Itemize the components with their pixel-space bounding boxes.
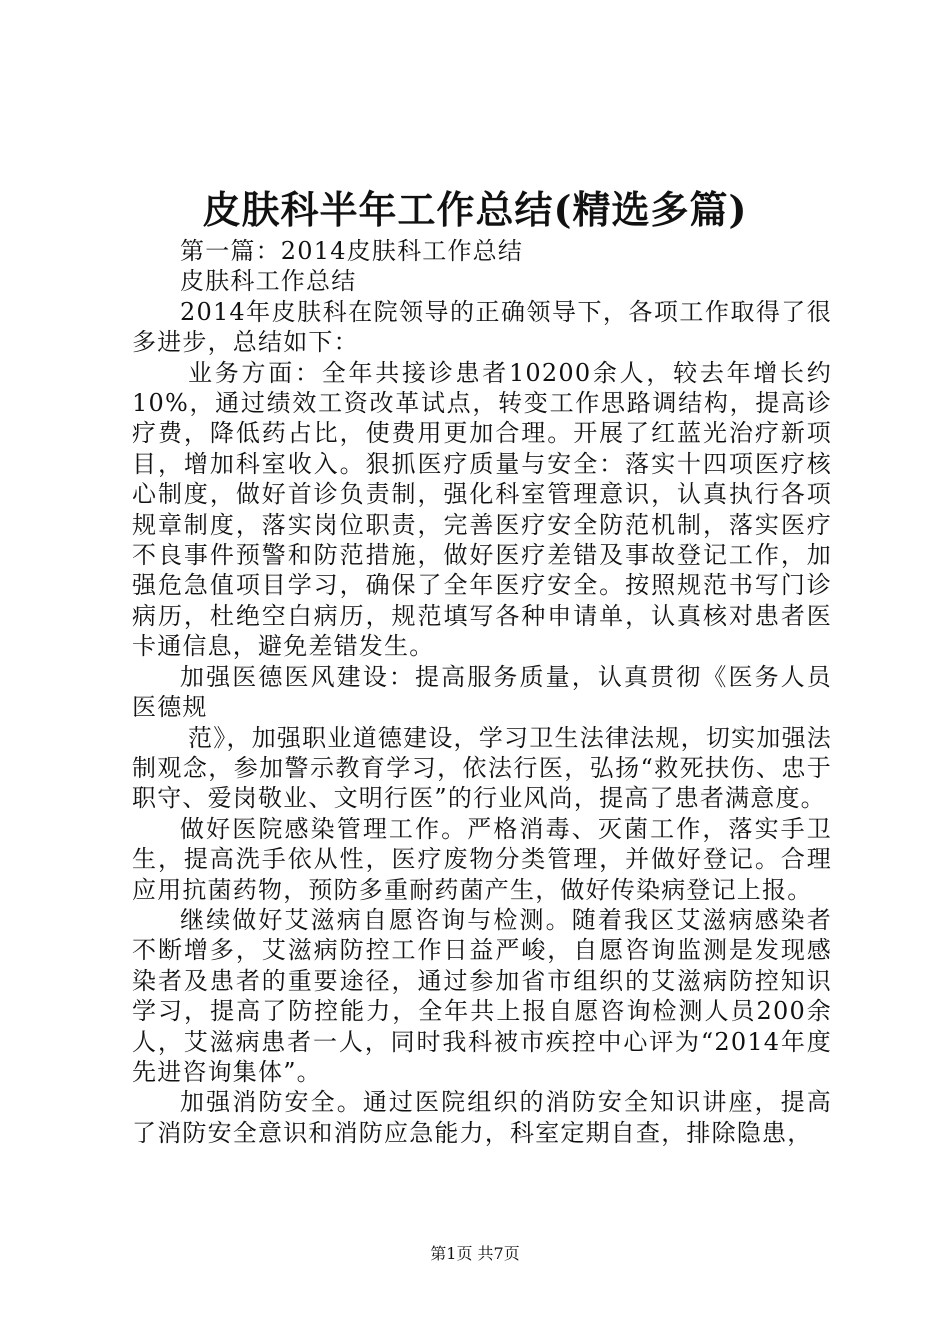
paragraph-infection-control: 做好医院感染管理工作。严格消毒、灭菌工作，落实手卫生，提高洗手依从性，医疗废物分类管理，并做好登记。合理应用抗菌药物，预防多重耐药菌产生，做好传染病登记上报。 bbox=[132, 814, 832, 904]
paragraph-aids-testing: 继续做好艾滋病自愿咨询与检测。随着我区艾滋病感染者不断增多，艾滋病防控工作日益严峻，自愿咨询监测是发现感染者及患者的重要途径，通过参加省市组织的艾滋病防控知识学习，提高了防控能力，全年共上报自愿咨询检测人员200余人，艾滋病患者一人，同时我科被市疾控中心评为“2014年度先进咨询集体”。 bbox=[132, 905, 832, 1086]
document-body bbox=[132, 236, 832, 1148]
document-title: 皮肤科半年工作总结(精选多篇) bbox=[202, 187, 748, 232]
paragraph-business: 业务方面：全年共接诊患者10200余人，较去年增长约10%，通过绩效工资改革试点，转变工作思路调结构，提高诊疗费，降低药占比，使费用更加合理。开展了红蓝光治疗新项目，增加科室收入。狠抓医疗质量与安全：落实十四项医疗核心制度，做好首诊负责制，强化科室管理意识，认真执行各项规章制度，落实岗位职责，完善医疗安全防范机制，落实医疗不良事件预警和防范措施，做好医疗差错及事故登记工作，加强危急值项目学习，确保了全年医疗安全。按照规范书写门诊病历，杜绝空白病历，规范填写各种申请单，认真核对患者医卡通信息，避免差错发生。 bbox=[132, 358, 832, 661]
subheading: 皮肤科工作总结 bbox=[180, 267, 357, 296]
section-heading: 第一篇：2014皮肤科工作总结 bbox=[180, 237, 524, 265]
paragraph-intro: 2014年皮肤科在院领导的正确领导下，各项工作取得了很多进步，总结如下： bbox=[132, 297, 832, 357]
page-number: 第1页 共7页 bbox=[430, 1244, 520, 1263]
paragraph-ethics-continued: 范》，加强职业道德建设，学习卫生法律法规，切实加强法制观念，参加警示教育学习，依法行医，弘扬“救死扶伤、忠于职守、爱岗敬业、文明行医”的行业风尚，提高了患者满意度。 bbox=[132, 723, 832, 813]
paragraph-ethics-start: 加强医德医风建设：提高服务质量，认真贯彻《医务人员医德规 bbox=[132, 662, 832, 722]
paragraph-fire-safety: 加强消防安全。通过医院组织的消防安全知识讲座，提高了消防安全意识和消防应急能力，科室定期自查，排除隐患， bbox=[132, 1088, 832, 1147]
